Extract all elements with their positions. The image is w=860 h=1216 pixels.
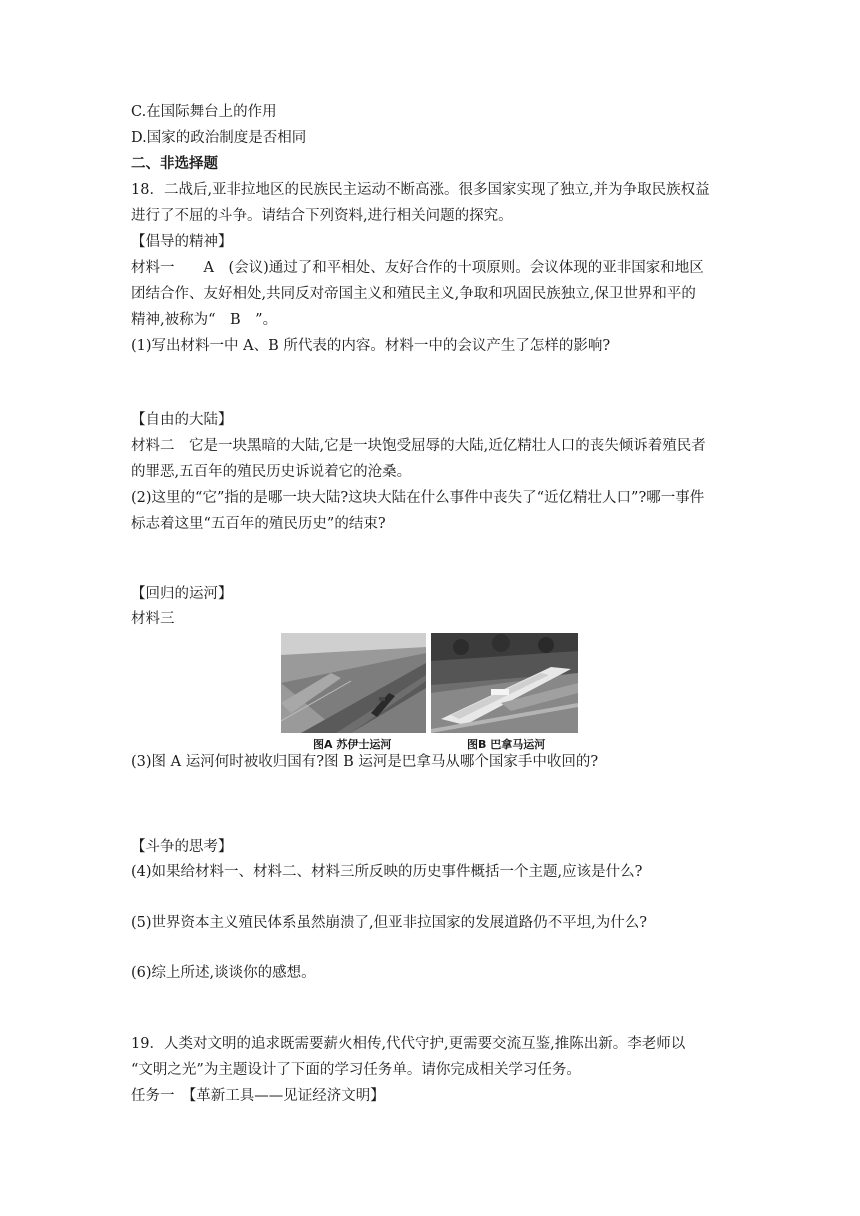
material-2-line-2: 的罪恶,五百年的殖民历史诉说着它的沧桑。 (131, 464, 412, 480)
task-1-heading: 任务一 【革新工具——见证经济文明】 (131, 1088, 385, 1104)
section-heading: 二、非选择题 (131, 156, 218, 172)
question-2-line-2: 标志着这里“五百年的殖民历史”的结束? (131, 516, 386, 532)
figure-b-caption: 图B 巴拿马运河 (467, 738, 546, 751)
subsection-continent: 【自由的大陆】 (131, 412, 233, 428)
subsection-spirit: 【倡导的精神】 (131, 234, 233, 250)
question-5: (5)世界资本主义殖民体系虽然崩溃了,但亚非拉国家的发展道路仍不平坦,为什么? (131, 915, 648, 931)
material-1-line-3: 精神,被称为“ B ”。 (131, 312, 278, 328)
material-1-line-2: 团结合作、友好相处,共同反对帝国主义和殖民主义,争取和巩固民族独立,保卫世界和平的 (131, 286, 696, 302)
question-1: (1)写出材料一中 A、B 所代表的内容。材料一中的会议产生了怎样的影响? (131, 338, 611, 354)
canal-figure (281, 633, 581, 753)
question-18-intro-line-2: 进行了不屈的斗争。请结合下列资料,进行相关问题的探究。 (131, 208, 513, 224)
question-3: (3)图 A 运河何时被收归国有?图 B 运河是巴拿马从哪个国家手中收回的? (131, 754, 599, 770)
figure-a-caption: 图A 苏伊士运河 (313, 738, 392, 751)
subsection-reflection: 【斗争的思考】 (131, 839, 233, 855)
material-2-line-1: 材料二 它是一块黑暗的大陆,它是一块饱受屈辱的大陆,近亿精壮人口的丧失倾诉着殖民者 (131, 438, 706, 454)
question-6: (6)综上所述,谈谈你的感想。 (131, 965, 316, 981)
question-4: (4)如果给材料一、材料二、材料三所反映的历史事件概括一个主题,应该是什么? (131, 864, 643, 880)
option-c: C.在国际舞台上的作用 (131, 104, 277, 120)
question-18-intro-line-1: 18．二战后,亚非拉地区的民族民主运动不断高涨。很多国家实现了独立,并为争取民族权益 (131, 182, 710, 198)
panama-canal-photo (431, 633, 578, 733)
question-19-intro-line-1: 19．人类对文明的追求既需要薪火相传,代代守护,更需要交流互鉴,推陈出新。李老师以 (131, 1036, 686, 1052)
subsection-canal: 【回归的运河】 (131, 586, 233, 602)
material-1-line-1: 材料一 A (会议)通过了和平相处、友好合作的十项原则。会议体现的亚非国家和地区 (131, 260, 704, 276)
material-3-label: 材料三 (131, 611, 175, 627)
option-d: D.国家的政治制度是否相同 (131, 130, 307, 146)
question-19-intro-line-2: “文明之光”为主题设计了下面的学习任务单。请你完成相关学习任务。 (131, 1062, 581, 1078)
question-2-line-1: (2)这里的“它”指的是哪一块大陆?这块大陆在什么事件中丧失了“近亿精壮人口”?哪一事件 (131, 490, 705, 506)
suez-canal-photo (281, 633, 426, 733)
